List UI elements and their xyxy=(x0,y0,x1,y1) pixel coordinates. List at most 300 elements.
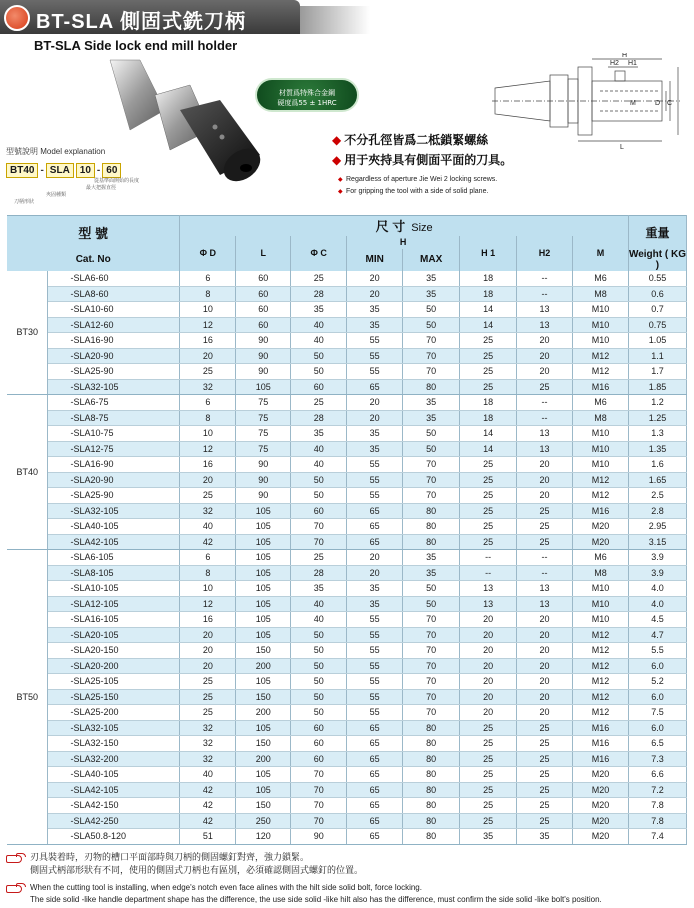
table-cell: 6.5 xyxy=(628,736,686,752)
table-cell: 25 xyxy=(460,379,517,395)
table-cell: 80 xyxy=(403,751,460,767)
table-cell: 20 xyxy=(517,472,573,488)
table-cell: 55 xyxy=(347,333,403,349)
table-cell: 65 xyxy=(347,503,403,519)
table-cell: M8 xyxy=(572,286,628,302)
table-row xyxy=(7,488,687,504)
cat-no-cell: -SLA10-60 xyxy=(48,302,180,318)
table-cell: 105 xyxy=(236,627,291,643)
table-cell: 80 xyxy=(403,767,460,783)
cat-no-cell: -SLA25-90 xyxy=(48,488,180,504)
table-cell: 32 xyxy=(180,751,236,767)
table-cell: 25 xyxy=(517,519,573,535)
table-cell: 25 xyxy=(460,736,517,752)
table-cell: M10 xyxy=(572,612,628,628)
table-row xyxy=(7,379,687,395)
table-cell: 25 xyxy=(460,798,517,814)
table-cell: 35 xyxy=(347,426,403,442)
header-col-m: M xyxy=(572,236,628,271)
table-cell: 35 xyxy=(403,410,460,426)
table-cell: 80 xyxy=(403,736,460,752)
cat-no-cell: -SLA20-150 xyxy=(48,643,180,659)
table-cell: M20 xyxy=(572,519,628,535)
table-cell: -- xyxy=(517,286,573,302)
table-cell: 13 xyxy=(517,302,573,318)
table-row xyxy=(7,829,687,845)
table-cell: 32 xyxy=(180,379,236,395)
page-title: BT-SLA 側固式銑刀柄 xyxy=(36,11,247,33)
table-cell: 60 xyxy=(236,317,291,333)
table-cell: 12 xyxy=(180,596,236,612)
table-row xyxy=(7,612,687,628)
table-cell: M16 xyxy=(572,379,628,395)
table-cell: 25 xyxy=(517,379,573,395)
header-col-d: Φ D xyxy=(180,236,236,271)
table-cell: 150 xyxy=(236,798,291,814)
table-cell: 25 xyxy=(460,457,517,473)
table-cell: 40 xyxy=(291,333,347,349)
table-cell: M16 xyxy=(572,751,628,767)
table-cell: 35 xyxy=(403,565,460,581)
table-cell: 25 xyxy=(180,705,236,721)
group-label: BT40 xyxy=(7,395,48,550)
table-cell: 20 xyxy=(180,348,236,364)
table-cell: 70 xyxy=(403,488,460,504)
cat-no-cell: -SLA8-75 xyxy=(48,410,180,426)
table-cell: M12 xyxy=(572,658,628,674)
model-part-type: SLA xyxy=(46,163,74,178)
table-cell: M20 xyxy=(572,813,628,829)
model-notes xyxy=(8,178,139,206)
table-row xyxy=(7,596,687,612)
table-cell: 16 xyxy=(180,457,236,473)
table-cell: 6 xyxy=(180,395,236,411)
table-cell: 1.65 xyxy=(628,472,686,488)
material-line-2: 硬度爲55 ± 1HRC xyxy=(277,99,337,107)
table-cell: 10 xyxy=(180,302,236,318)
table-row xyxy=(7,457,687,473)
table-cell: 40 xyxy=(291,317,347,333)
table-cell: 65 xyxy=(347,813,403,829)
table-cell: 70 xyxy=(403,643,460,659)
table-cell: M12 xyxy=(572,488,628,504)
note-cn-2: 側固式柄部形狀有不同，使用的側固式刀柄也有區別，必須確認側固式螺釘的位置。 xyxy=(30,866,364,876)
table-cell: 35 xyxy=(517,829,573,845)
cat-no-cell: -SLA20-90 xyxy=(48,348,180,364)
table-cell: 42 xyxy=(180,798,236,814)
table-cell: M20 xyxy=(572,798,628,814)
technical-drawing xyxy=(490,53,685,150)
table-cell: M6 xyxy=(572,271,628,287)
drawing-label-c: C xyxy=(667,100,673,107)
table-cell: M12 xyxy=(572,348,628,364)
table-cell: 90 xyxy=(291,829,347,845)
table-cell: M6 xyxy=(572,395,628,411)
table-cell: 55 xyxy=(347,457,403,473)
table-cell: 6.0 xyxy=(628,658,686,674)
table-row xyxy=(7,550,687,566)
table-cell: 25 xyxy=(291,550,347,566)
table-cell: 75 xyxy=(236,395,291,411)
table-cell: 18 xyxy=(460,410,517,426)
table-cell: 20 xyxy=(517,457,573,473)
table-cell: 25 xyxy=(517,813,573,829)
table-cell: 8 xyxy=(180,410,236,426)
table-row xyxy=(7,426,687,442)
header-col-c: Φ C xyxy=(291,236,347,271)
table-row xyxy=(7,519,687,535)
table-row xyxy=(7,348,687,364)
table-cell: 1.35 xyxy=(628,441,686,457)
table-cell: 90 xyxy=(236,364,291,380)
diamond-icon: ◆ xyxy=(332,133,342,147)
table-cell: M16 xyxy=(572,736,628,752)
table-cell: 35 xyxy=(347,317,403,333)
table-cell: 6 xyxy=(180,271,236,287)
cat-no-cell: -SLA12-75 xyxy=(48,441,180,457)
table-cell: 25 xyxy=(460,348,517,364)
spec-table xyxy=(7,215,687,845)
table-cell: 2.8 xyxy=(628,503,686,519)
table-cell: 70 xyxy=(403,364,460,380)
cat-no-cell: -SLA32-105 xyxy=(48,720,180,736)
table-cell: 42 xyxy=(180,782,236,798)
table-cell: 55 xyxy=(347,658,403,674)
header-col-l: L xyxy=(236,236,291,271)
cat-no-cell: -SLA6-60 xyxy=(48,271,180,287)
table-cell: 105 xyxy=(236,720,291,736)
table-cell: 20 xyxy=(517,643,573,659)
table-cell: 20 xyxy=(180,658,236,674)
table-cell: 25 xyxy=(517,798,573,814)
table-row xyxy=(7,813,687,829)
table-cell: M16 xyxy=(572,503,628,519)
table-row xyxy=(7,472,687,488)
table-cell: 50 xyxy=(291,658,347,674)
drawing-label-l: L xyxy=(620,144,624,150)
table-cell: 42 xyxy=(180,813,236,829)
table-cell: 3.9 xyxy=(628,565,686,581)
table-cell: 32 xyxy=(180,503,236,519)
model-part-shank: BT40 xyxy=(6,163,38,178)
table-cell: 20 xyxy=(517,488,573,504)
table-cell: 20 xyxy=(517,689,573,705)
table-cell: 25 xyxy=(180,364,236,380)
table-cell: 3.15 xyxy=(628,534,686,550)
feature-cn-1: ◆ 不分孔徑皆爲二柢鎖緊螺絲 xyxy=(332,133,489,147)
table-cell: 55 xyxy=(347,674,403,690)
table-cell: 2.95 xyxy=(628,519,686,535)
table-cell: M20 xyxy=(572,767,628,783)
cat-no-cell: -SLA40-105 xyxy=(48,767,180,783)
table-cell: 105 xyxy=(236,782,291,798)
table-cell: 8 xyxy=(180,286,236,302)
table-row xyxy=(7,705,687,721)
model-note-type: 夾固種類 xyxy=(46,192,67,198)
cat-no-cell: -SLA16-90 xyxy=(48,333,180,349)
table-cell: 65 xyxy=(347,379,403,395)
table-cell: 16 xyxy=(180,333,236,349)
table-cell: 70 xyxy=(403,612,460,628)
table-cell: 40 xyxy=(291,612,347,628)
table-cell: 70 xyxy=(291,813,347,829)
table-cell: 32 xyxy=(180,736,236,752)
table-cell: 7.5 xyxy=(628,705,686,721)
table-row xyxy=(7,674,687,690)
table-cell: -- xyxy=(517,410,573,426)
table-cell: 50 xyxy=(291,472,347,488)
table-cell: 20 xyxy=(517,364,573,380)
table-cell: 3.9 xyxy=(628,550,686,566)
table-cell: 25 xyxy=(460,720,517,736)
table-cell: 25 xyxy=(291,395,347,411)
table-cell: 35 xyxy=(347,581,403,597)
group-label: BT50 xyxy=(7,550,48,845)
table-cell: 8 xyxy=(180,565,236,581)
table-cell: 25 xyxy=(517,736,573,752)
table-cell: 65 xyxy=(347,767,403,783)
cat-no-cell: -SLA32-105 xyxy=(48,503,180,519)
cat-no-cell: -SLA10-75 xyxy=(48,426,180,442)
table-cell: M10 xyxy=(572,426,628,442)
table-cell: M12 xyxy=(572,689,628,705)
cat-no-cell: -SLA42-105 xyxy=(48,534,180,550)
table-row xyxy=(7,798,687,814)
note-cn-1: 刃具裝着時，刃物的槽口平面部時與刀柄的側固螺釘對齊，強力鎖緊。 xyxy=(6,852,690,865)
table-cell: 60 xyxy=(236,286,291,302)
table-cell: M16 xyxy=(572,720,628,736)
model-note-length: 從基準面開始的長度 xyxy=(94,178,140,184)
table-cell: 2.5 xyxy=(628,488,686,504)
table-cell: 105 xyxy=(236,565,291,581)
cat-no-cell: -SLA25-105 xyxy=(48,674,180,690)
header-col-h1: H 1 xyxy=(460,236,517,271)
cat-no-cell: -SLA6-75 xyxy=(48,395,180,411)
table-cell: 80 xyxy=(403,534,460,550)
table-cell: 10 xyxy=(180,581,236,597)
table-cell: M10 xyxy=(572,457,628,473)
table-cell: 4.7 xyxy=(628,627,686,643)
table-row xyxy=(7,441,687,457)
table-cell: 55 xyxy=(347,689,403,705)
table-row xyxy=(7,782,687,798)
table-cell: 20 xyxy=(460,674,517,690)
table-cell: 25 xyxy=(517,751,573,767)
table-cell: 55 xyxy=(347,472,403,488)
table-cell: 20 xyxy=(517,612,573,628)
table-cell: 25 xyxy=(460,488,517,504)
table-cell: 35 xyxy=(460,829,517,845)
table-cell: 60 xyxy=(291,720,347,736)
table-cell: 13 xyxy=(460,581,517,597)
table-cell: M10 xyxy=(572,317,628,333)
table-cell: M6 xyxy=(572,550,628,566)
cat-no-cell: -SLA16-90 xyxy=(48,457,180,473)
table-cell: 28 xyxy=(291,286,347,302)
table-cell: 55 xyxy=(347,643,403,659)
cat-no-cell: -SLA42-105 xyxy=(48,782,180,798)
title-bullet-icon xyxy=(4,5,30,31)
table-cell: 50 xyxy=(291,705,347,721)
header-weight-en: Weight ( KG ) xyxy=(628,248,686,271)
header-col-h2: H2 xyxy=(517,236,573,271)
table-cell: 25 xyxy=(517,534,573,550)
material-badge xyxy=(255,78,359,112)
cat-no-cell: -SLA32-105 xyxy=(48,379,180,395)
cat-no-cell: -SLA8-60 xyxy=(48,286,180,302)
table-cell: 90 xyxy=(236,472,291,488)
table-cell: 70 xyxy=(403,472,460,488)
table-cell: 90 xyxy=(236,457,291,473)
cat-no-cell: -SLA50.8-120 xyxy=(48,829,180,845)
table-cell: 20 xyxy=(347,286,403,302)
table-cell: 200 xyxy=(236,751,291,767)
table-cell: 6.0 xyxy=(628,720,686,736)
table-cell: 80 xyxy=(403,379,460,395)
table-cell: 1.05 xyxy=(628,333,686,349)
table-cell: 120 xyxy=(236,829,291,845)
table-cell: 10 xyxy=(180,426,236,442)
table-cell: 20 xyxy=(460,627,517,643)
table-cell: 55 xyxy=(347,488,403,504)
table-row xyxy=(7,364,687,380)
table-cell: M10 xyxy=(572,581,628,597)
table-cell: 105 xyxy=(236,379,291,395)
table-cell: 50 xyxy=(291,689,347,705)
table-cell: 1.85 xyxy=(628,379,686,395)
table-cell: 200 xyxy=(236,705,291,721)
cat-no-cell: -SLA12-60 xyxy=(48,317,180,333)
table-cell: M10 xyxy=(572,333,628,349)
table-cell: 25 xyxy=(460,333,517,349)
table-cell: 70 xyxy=(403,348,460,364)
table-cell: 65 xyxy=(347,798,403,814)
table-cell: M12 xyxy=(572,627,628,643)
table-cell: M8 xyxy=(572,565,628,581)
table-cell: 13 xyxy=(460,596,517,612)
table-cell: 25 xyxy=(517,782,573,798)
table-cell: 25 xyxy=(180,674,236,690)
table-cell: 1.3 xyxy=(628,426,686,442)
table-cell: 90 xyxy=(236,348,291,364)
table-cell: 75 xyxy=(236,426,291,442)
table-cell: 70 xyxy=(403,674,460,690)
table-cell: 13 xyxy=(517,426,573,442)
table-cell: 7.2 xyxy=(628,782,686,798)
cat-no-cell: -SLA6-105 xyxy=(48,550,180,566)
header-weight-cn: 重量 xyxy=(628,216,686,249)
table-cell: 25 xyxy=(460,472,517,488)
table-row xyxy=(7,751,687,767)
table-cell: 14 xyxy=(460,426,517,442)
table-row xyxy=(7,333,687,349)
table-cell: 12 xyxy=(180,317,236,333)
table-cell: 55 xyxy=(347,364,403,380)
table-cell: 20 xyxy=(347,271,403,287)
table-cell: 55 xyxy=(347,705,403,721)
cat-no-cell: -SLA25-200 xyxy=(48,705,180,721)
cat-no-cell: -SLA8-105 xyxy=(48,565,180,581)
table-cell: 150 xyxy=(236,643,291,659)
table-row xyxy=(7,271,687,287)
table-cell: 25 xyxy=(460,782,517,798)
cat-no-cell: -SLA12-105 xyxy=(48,596,180,612)
table-cell: 60 xyxy=(291,751,347,767)
table-cell: 20 xyxy=(460,643,517,659)
table-cell: 25 xyxy=(517,720,573,736)
table-cell: 50 xyxy=(403,426,460,442)
drawing-label-m: M xyxy=(630,100,636,107)
table-cell: 20 xyxy=(460,658,517,674)
table-cell: 55 xyxy=(347,348,403,364)
table-cell: 70 xyxy=(291,782,347,798)
drawing-label-h1: H1 xyxy=(628,60,637,67)
table-cell: -- xyxy=(517,550,573,566)
table-cell: 13 xyxy=(517,441,573,457)
table-cell: M20 xyxy=(572,782,628,798)
table-cell: M20 xyxy=(572,829,628,845)
pointing-hand-icon xyxy=(6,883,26,893)
drawing-label-h: H xyxy=(622,53,628,59)
table-cell: 80 xyxy=(403,720,460,736)
table-cell: 50 xyxy=(403,317,460,333)
table-cell: 0.75 xyxy=(628,317,686,333)
table-cell: 150 xyxy=(236,689,291,705)
table-cell: M10 xyxy=(572,596,628,612)
note-en-2: The side solid -like handle department shape has the difference, the use side solid -like hilt also has the difference, must confirm the side solid -like bolt's position. xyxy=(30,895,602,904)
page-subtitle: BT-SLA Side lock end mill holder xyxy=(34,38,238,53)
header-type: 型 號 xyxy=(7,216,180,249)
table-cell: 70 xyxy=(403,705,460,721)
table-cell: 105 xyxy=(236,534,291,550)
table-cell: 20 xyxy=(347,410,403,426)
table-cell: 25 xyxy=(460,503,517,519)
table-cell: 50 xyxy=(403,581,460,597)
title-bar xyxy=(0,0,360,36)
table-cell: 51 xyxy=(180,829,236,845)
table-row xyxy=(7,736,687,752)
table-cell: M12 xyxy=(572,705,628,721)
table-row xyxy=(7,317,687,333)
table-cell: 70 xyxy=(403,689,460,705)
table-cell: 14 xyxy=(460,302,517,318)
table-cell: 25 xyxy=(460,364,517,380)
table-row xyxy=(7,395,687,411)
table-cell: 35 xyxy=(291,581,347,597)
table-cell: 32 xyxy=(180,720,236,736)
material-line-1: 材質爲特殊合金鋼 xyxy=(279,89,335,97)
table-cell: 50 xyxy=(291,674,347,690)
table-cell: 16 xyxy=(180,612,236,628)
table-row xyxy=(7,534,687,550)
table-cell: 20 xyxy=(517,627,573,643)
cat-no-cell: -SLA20-90 xyxy=(48,472,180,488)
table-row xyxy=(7,503,687,519)
table-cell: 12 xyxy=(180,441,236,457)
table-cell: 40 xyxy=(180,767,236,783)
table-cell: 7.8 xyxy=(628,813,686,829)
table-cell: 1.6 xyxy=(628,457,686,473)
table-cell: 40 xyxy=(180,519,236,535)
pointing-hand-icon xyxy=(6,853,26,863)
table-cell: 105 xyxy=(236,550,291,566)
table-cell: 0.6 xyxy=(628,286,686,302)
table-cell: 50 xyxy=(403,441,460,457)
model-code-boxes: BT40 - SLA 10 - 60 xyxy=(6,163,121,178)
table-cell: 50 xyxy=(291,348,347,364)
notes-section xyxy=(6,852,690,906)
table-cell: 70 xyxy=(403,457,460,473)
